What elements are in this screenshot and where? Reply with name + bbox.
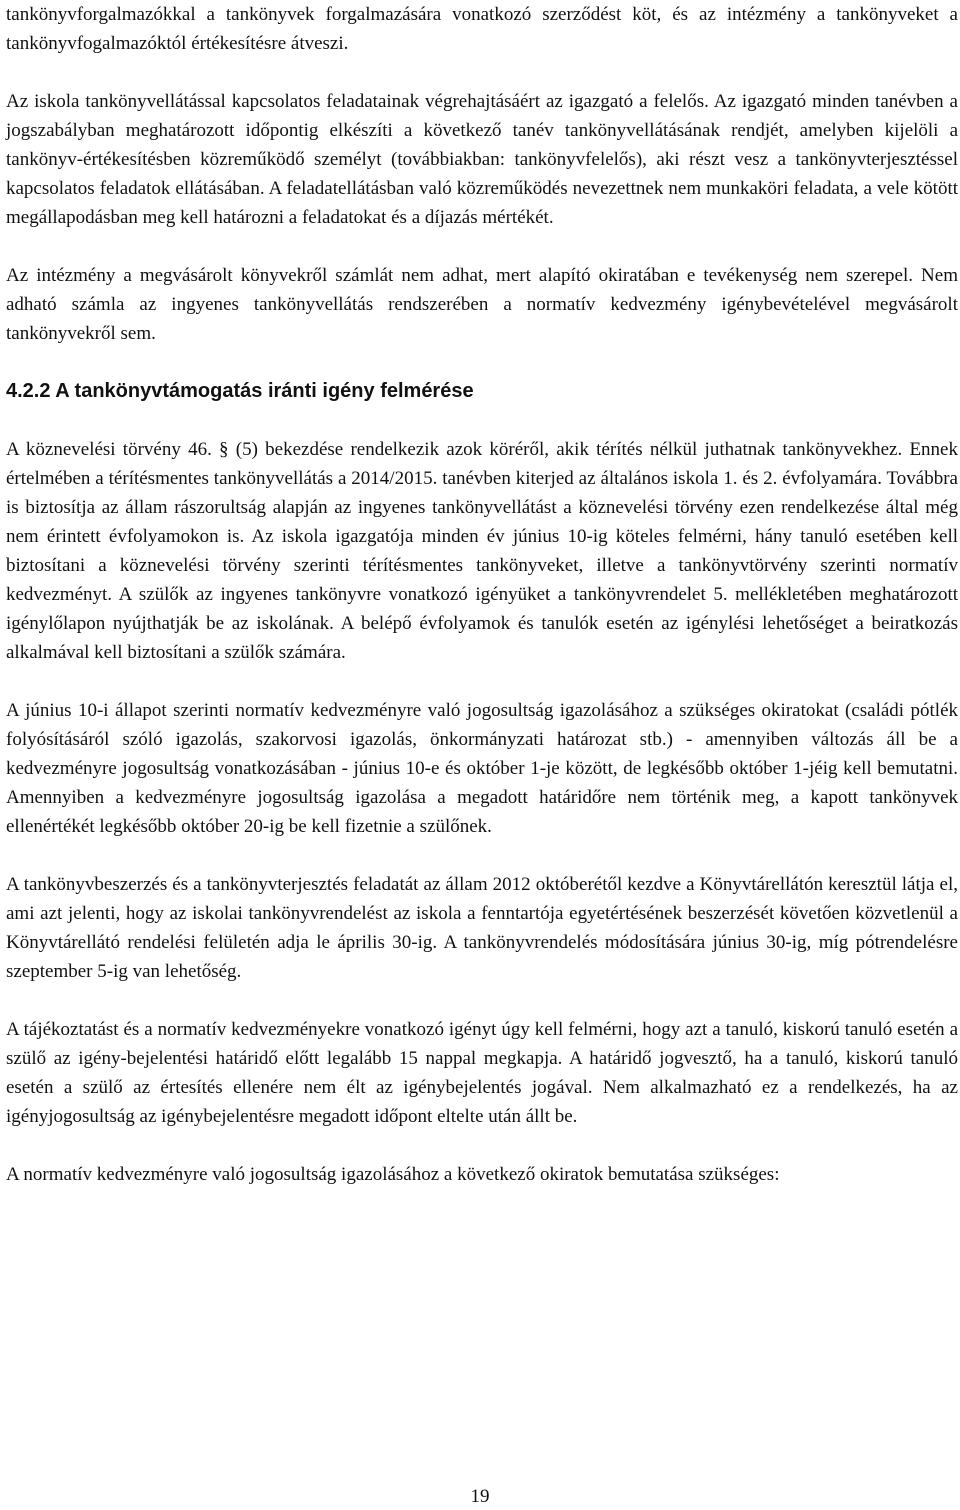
paragraph-june-10: A június 10-i állapot szerinti normatív kedvezményre való jogosultság igazolásához a szükséges okiratokat (családi pótlék folyósításáról szóló igazolás, szakorvosi igazolás, önkormányzati határozat stb.) - amennyiben változás áll be a kedvezményre jogosultság vonatkozásában - június 10-e és október 1-je között, de legkésőbb október 1-jéig kell bemutatni. Amennyiben a kedvezményre jogosultság igazolása a megadott határidőre nem történik meg, a kapott tankönyvek ellenértékét legkésőbb október 20-ig be kell fizetnie a szülőnek. bbox=[6, 700, 958, 837]
paragraph-contract: tankönyvforgalmazókkal a tankönyvek forgalmazására vonatkozó szerződést köt, és az intézmény a tankönyveket a tankönyvfogalmazóktól értékesítésre átveszi. bbox=[6, 4, 958, 54]
paragraph-required-documents: A normatív kedvezményre való jogosultság igazolásához a következő okiratok bemutatása szükséges: bbox=[6, 1164, 780, 1185]
paragraph-invoice: Az intézmény a megvásárolt könyvekről számlát nem adhat, mert alapító okiratában e tevékenység nem szerepel. Nem adható számla az ingyenes tankönyvellátás rendszerében a normatív kedvezmény igénybevételével megvásárolt tankönyvekről sem. bbox=[6, 265, 958, 344]
text-column bbox=[6, 0, 958, 1189]
paragraph-principal-responsibility: Az iskola tankönyvellátással kapcsolatos feladatainak végrehajtásáért az igazgató a felelős. Az igazgató minden tanévben a jogszabályban meghatározott időpontig elkészíti a következő tanév tankönyvellátásának rendjét, amelyben kijelöli a tankönyv-értékesítésben közreműködő személyt (továbbiakban: tankönyvfelelős), aki részt vesz a tankönyvterjesztéssel kapcsolatos feladatok ellátásában. A feladatellátásban való közreműködés nevezettnek nem munkaköri feladata, a vele kötött megállapodásban meg kell határozni a feladatokat és a díjazás mértékét. bbox=[6, 91, 958, 228]
paragraph-free-textbooks: A köznevelési törvény 46. § (5) bekezdése rendelkezik azok köréről, akik térítés nélkül juthatnak tankönyvekhez. Ennek értelmében a térítésmentes tankönyvellátás a 2014/2015. tanévben kiterjed az általános iskola 1. és 2. évfolyamára. Továbbra is biztosítja az állam rászorultság alapján az ingyenes tankönyvellátást a köznevelési törvény ezen rendelkezése által még nem érintett évfolyamokon is. Az iskola igazgatója minden év június 10-ig köteles felmérni, hány tanuló esetében kell biztosítani a köznevelési törvény szerinti térítésmentes tankönyveket, illetve a tankönyvtörvény szerinti normatív kedvezményt. A szülők az ingyenes tankönyvre vonatkozó igényüket a tankönyvrendelet 5. mellékletében meghatározott igénylőlapon nyújthatják be az iskolának. A belépő évfolyamok és tanulók esetén az igénylési lehetőséget a beiratkozás alkalmával kell biztosítani a szülők számára. bbox=[6, 439, 958, 663]
page-number: 19 bbox=[470, 1486, 490, 1507]
paragraph-information: A tájékoztatást és a normatív kedvezményekre vonatkozó igényt úgy kell felmérni, hogy azt a tanuló, kiskorú tanuló esetén a szülő az igény-bejelentési határidő előtt legalább 15 nappal megkapja. A határidő jogvesztő, ha a tanuló, kiskorú tanuló esetén a szülő az értesítés ellenére nem élt az igénybejelentés jogával. Nem alkalmazható ez a rendelkezés, ha az igényjogosultság az igénybejelentésre megadott időpont eltelte után állt be. bbox=[6, 1019, 958, 1127]
section-heading: 4.2.2 A tankönyvtámogatás iránti igény felmérése bbox=[6, 380, 474, 402]
paragraph-procurement: A tankönyvbeszerzés és a tankönyvterjesztés feladatát az állam 2012 októberétől kezdve a Könyvtárellátón keresztül látja el, ami azt jelenti, hogy az iskolai tankönyvrendelést az iskola a fenntartója egyetértésének beszerzését követően közvetlenül a Könyvtárellátó rendelési felületén adja le április 30-ig. A tankönyvrendelés módosítására június 30-ig, míg pótrendelésre szeptember 5-ig van lehetőség. bbox=[6, 874, 958, 982]
